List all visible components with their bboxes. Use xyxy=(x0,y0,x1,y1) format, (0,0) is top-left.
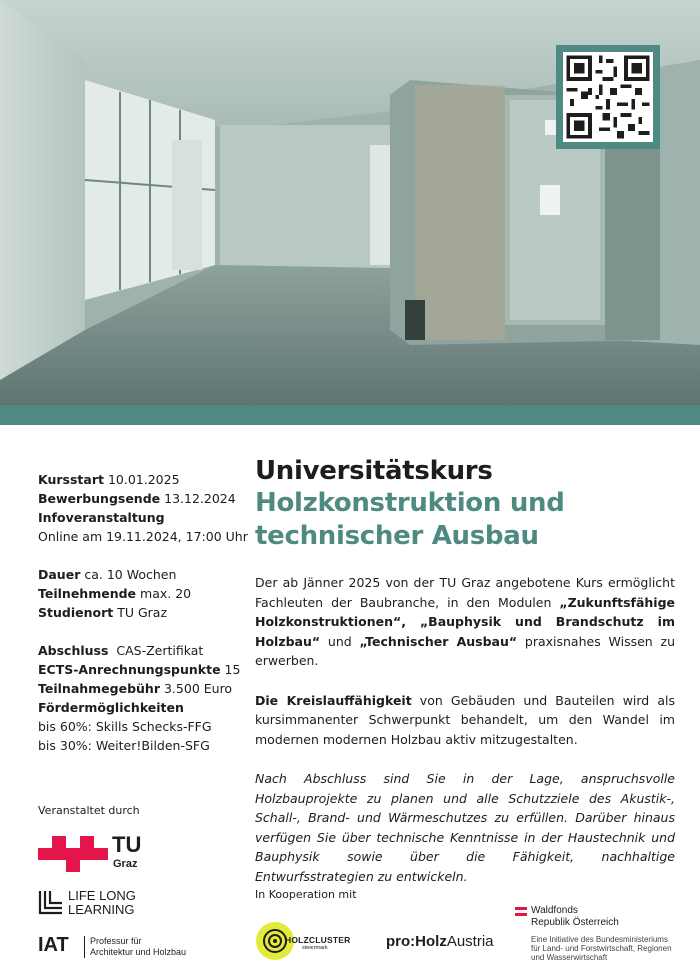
waldfonds-logo xyxy=(515,905,695,965)
iat-sub: Professur für Architektur und Holzbau xyxy=(90,936,187,957)
accent-band xyxy=(0,405,700,425)
subtitle-line-2: technischer Ausbau xyxy=(255,521,539,551)
foerder-label: Fördermöglichkeiten xyxy=(38,700,184,715)
infoveranstaltung-value: Online am 19.11.2024, 17:00 Uhr xyxy=(38,529,248,544)
lll-stripes-icon xyxy=(38,889,64,915)
page-title: Universitätskurs xyxy=(255,456,493,486)
iat-logo xyxy=(38,934,218,964)
paragraph-outcome: Nach Abschluss sind Sie in der Lage, anspruchsvolle Holzbauprojekte zu planen und alle Schutzziele des Akustik-, Schall-, Brand- und Wärmeschutzes zu erfüllen. Darüber hinaus verfügen Sie über technische Kenntnisse in der Haustechnik und Bauphysik sowie über die Fähigkeit, nachhaltige Entwurfsstrategien zu entwickeln. xyxy=(255,771,675,884)
lll-logo xyxy=(38,889,178,919)
abschluss-group xyxy=(38,641,248,755)
lll-line1: LIFE LONG xyxy=(68,888,136,903)
austria-flag-icon xyxy=(515,907,527,916)
waldfonds-sub: Eine Initiative des Bundesministeriums für Land- und Forstwirtschaft, Regionen und Wasserwirtschaft xyxy=(531,935,672,962)
foerder-2: bis 30%: Weiter!Bilden-SFG xyxy=(38,738,210,753)
kursstart: Kursstart 10.01.2025 xyxy=(38,472,180,487)
holzcluster-sub: steiermark xyxy=(302,945,328,951)
waldfonds-title: Waldfonds Republik Österreich xyxy=(531,905,619,928)
holzcluster-logo xyxy=(255,921,375,965)
dates-group xyxy=(38,470,248,546)
iat-divider xyxy=(84,936,85,958)
teilnahmegebuehr: Teilnahmegebühr 3.500 Euro xyxy=(38,681,233,696)
graz-text: Graz xyxy=(113,858,138,870)
teilnehmende: Teilnehmende max. 20 xyxy=(38,586,192,601)
infoveranstaltung-label: Infoveranstaltung xyxy=(38,510,165,525)
lll-line2: LEARNING xyxy=(68,902,135,917)
iat-text: IAT xyxy=(38,934,69,956)
course-facts xyxy=(38,470,248,774)
qr-code-icon xyxy=(563,52,653,142)
facts-group xyxy=(38,565,248,622)
dauer: Dauer ca. 10 Wochen xyxy=(38,567,177,582)
main-content xyxy=(255,455,675,886)
foerder-1: bis 60%: Skills Schecks-FFG xyxy=(38,719,212,734)
tu-graz-squares-icon xyxy=(38,836,108,872)
studienort: Studienort TU Graz xyxy=(38,605,168,620)
subtitle-line-1: Holzkonstruktion und xyxy=(255,488,565,518)
tu-graz-logo xyxy=(38,832,158,876)
proholz-austria: Austria xyxy=(446,933,494,950)
abschluss: Abschluss CAS-Zertifikat xyxy=(38,643,204,658)
holzcluster-text: HOLZCLUSTER xyxy=(285,935,351,945)
tu-text: TU xyxy=(112,832,142,857)
bewerbungsende: Bewerbungsende 13.12.2024 xyxy=(38,491,236,506)
qr-code[interactable] xyxy=(556,45,660,149)
kooperation-label: In Kooperation mit xyxy=(255,888,357,901)
proholz-text: pro:Holz xyxy=(386,933,447,950)
paragraph-kreislauf: Die Kreislauffähigkeit von Gebäuden und Bauteilen wird als kursimmanenter Schwerpunkt behandelt, um den Wandel im modernen modernen Holzbau aktiv mitzugestalten. xyxy=(255,692,675,747)
paragraph-intro: Der ab Jänner 2025 von der TU Graz angebotene Kurs ermöglicht Fachleuten der Baubranche, in den Modulen „Zukunftsfähige Holzkonstruktionen“, „Bauphysik und Brandschutz im Holzbau“ und „Technischer Ausbau“ praxisnahes Wissen zu erwerben. xyxy=(255,575,675,668)
ects: ECTS-Anrechnungspunkte 15 xyxy=(38,662,241,677)
veranstaltet-label: Veranstaltet durch xyxy=(38,804,140,817)
proholz-logo xyxy=(386,933,494,950)
